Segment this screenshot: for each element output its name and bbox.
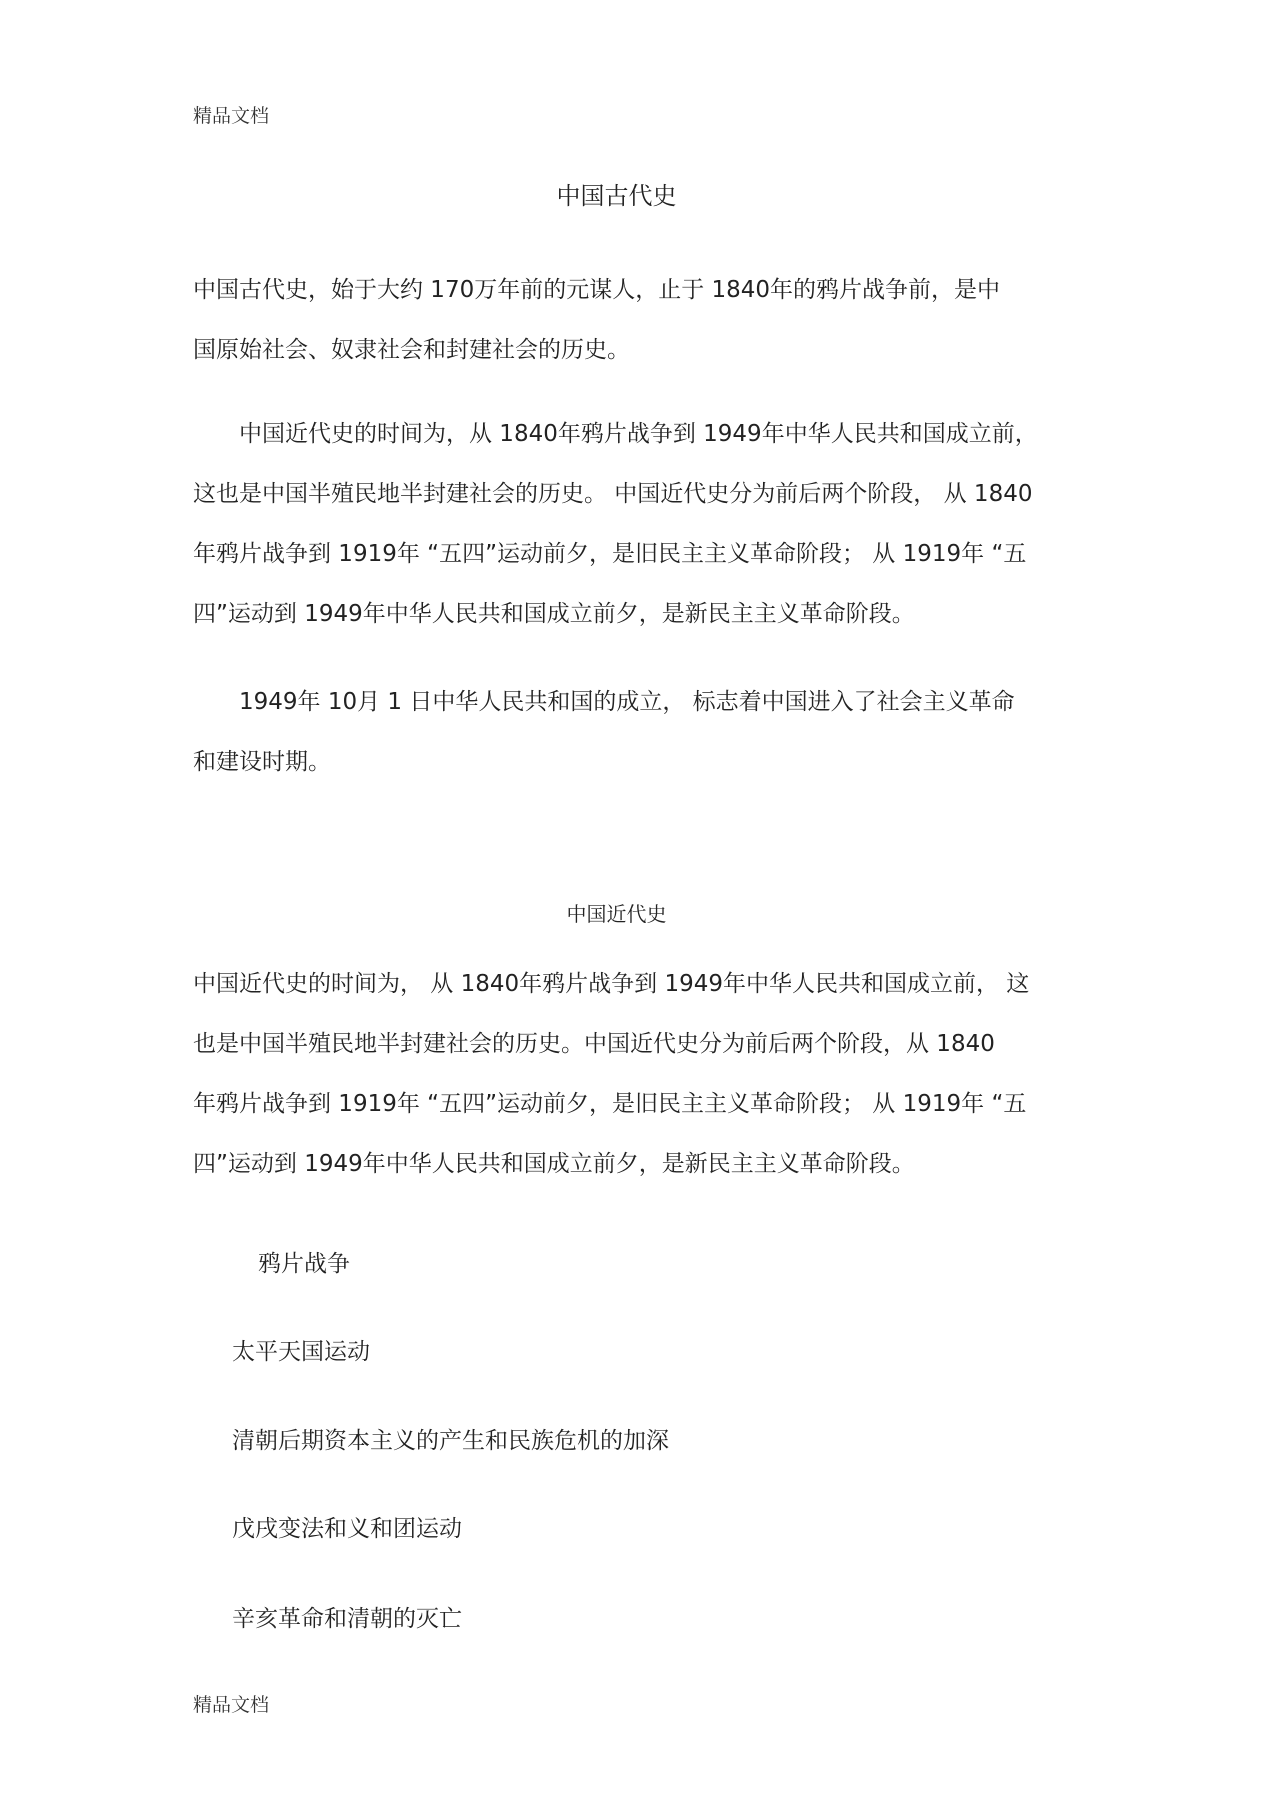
topic-item-taiping: 太平天国运动	[232, 1339, 370, 1365]
paragraph-prc-founding	[193, 672, 1093, 792]
text-line: 四”运动到 1949年中华人民共和国成立前夕，是新民主主义革命阶段。	[193, 1151, 915, 1177]
topic-item-reform-boxer: 戊戌变法和义和团运动	[232, 1516, 462, 1542]
paragraph-modern-period	[193, 404, 1093, 644]
text-line: 年鸦片战争到 1919年 “五四”运动前夕，是旧民主主义革命阶段； 从 1919年 “五	[193, 1091, 1027, 1117]
topic-item-xinhai-revolution: 辛亥革命和清朝的灭亡	[232, 1606, 462, 1632]
text-line: 中国近代史的时间为，从 1840年鸦片战争到 1949年中华人民共和国成立前，	[193, 421, 1038, 447]
text-line: 中国近代史的时间为， 从 1840年鸦片战争到 1949年中华人民共和国成立前， 这	[193, 971, 1030, 997]
text-line: 也是中国半殖民地半封建社会的历史。中国近代史分为前后两个阶段，从 1840	[193, 1031, 995, 1057]
text-line: 年鸦片战争到 1919年 “五四”运动前夕，是旧民主主义革命阶段； 从 1919年 “五	[193, 541, 1027, 567]
page-footer: 精品文档	[193, 1694, 270, 1716]
text-line: 和建设时期。	[193, 749, 331, 775]
text-line: 这也是中国半殖民地半封建社会的历史。 中国近代史分为前后两个阶段， 从 1840	[193, 481, 1033, 507]
paragraph-ancient-intro	[193, 260, 1093, 380]
topic-item-opium-war: 鸦片战争	[258, 1251, 350, 1277]
topic-item-late-qing-capitalism: 清朝后期资本主义的产生和民族危机的加深	[232, 1428, 669, 1454]
text-line: 中国古代史，始于大约 170万年前的元谋人，止于 1840年的鸦片战争前，是中	[193, 277, 1001, 303]
text-line: 四”运动到 1949年中华人民共和国成立前夕，是新民主主义革命阶段。	[193, 601, 915, 627]
section-title-modern-history: 中国近代史	[566, 902, 667, 926]
paragraph-modern-intro	[193, 954, 1093, 1194]
section-title-ancient-history: 中国古代史	[556, 182, 677, 210]
text-line: 国原始社会、奴隶社会和封建社会的历史。	[193, 337, 630, 363]
page-header: 精品文档	[193, 105, 270, 127]
text-line: 1949年 10月 1 日中华人民共和国的成立， 标志着中国进入了社会主义革命	[193, 689, 1015, 715]
